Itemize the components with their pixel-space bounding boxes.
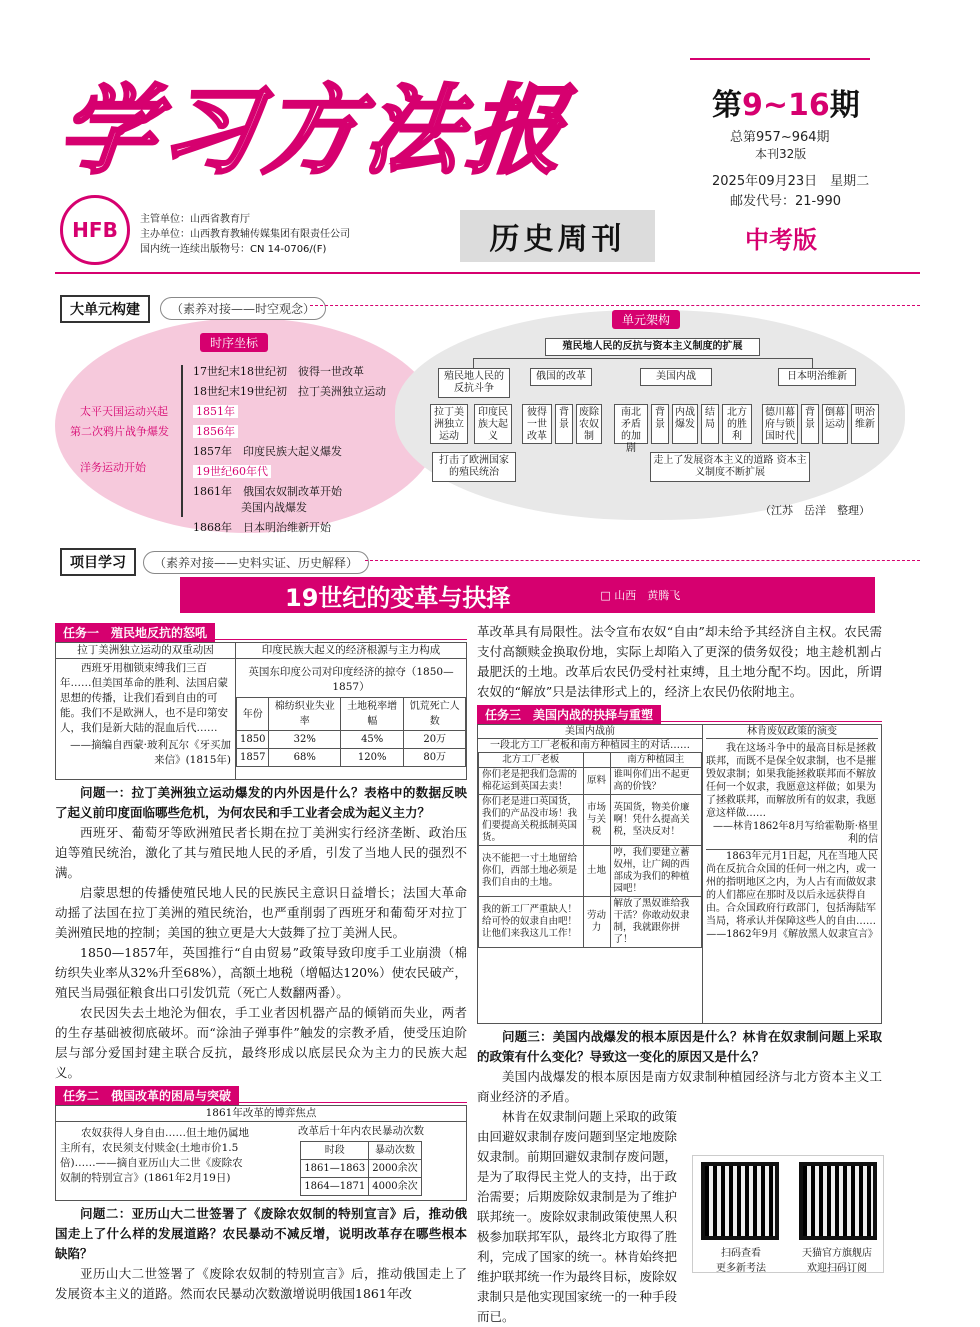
page-count: 本刊32版 <box>755 147 807 161</box>
note-taiping: 太平天国运动兴起 <box>80 405 168 418</box>
answer-1c: 1850—1857年，英国推行“自由贸易”政策导致印度手工业崩溃（棉纺织失业率从32%升至68%），高额土地税（增幅达120%）使农民破产，殖民当局强征粮食出口引发饥荒（死亡人数翻两番）。 <box>55 945 467 1000</box>
leaf: 北方的胜利 <box>722 404 752 444</box>
section-tag-project: 项目学习 <box>60 548 136 576</box>
arch-leaves <box>430 404 890 454</box>
qr-panel <box>692 1155 884 1273</box>
header-rule <box>55 272 920 274</box>
question-1: 问题一：拉丁美洲独立运动爆发的内外因是什么？表格中的数据反映了起义前印度面临哪些危机，为何农民和手工业者会成为起义主力？ <box>55 785 467 820</box>
question-2: 问题二：亚历山大二世签署了《废除农奴制的特别宣言》后，推动俄国走上了什么样的发展道路？农民暴动不减反增，说明改革存在哪些根本缺陷？ <box>55 1206 467 1261</box>
leaf: 背景 <box>555 404 573 444</box>
question-3: 问题三：美国内战爆发的根本原因是什么？林肯在奴隶制问题上采取的政策有什么变化？导致这一变化的原因又是什么？ <box>477 1029 882 1064</box>
leaf: 背景 <box>651 404 669 444</box>
publisher-logo: HFB <box>60 195 130 265</box>
masthead-title: 学习方法报 <box>53 75 576 187</box>
weekly-title: 历史周刊 <box>460 210 655 262</box>
answer-2-cont: 革改革具有局限性。法令宣布农奴“自由”却未给予其经济自主权。农民需支付高额赎金换取份地，实际上却陷入了更深的债务奴役；地主趁机割占最肥沃的土地。改革后农民仍受村社束缚，且土地分配不均。因此，所谓农奴的“解放”只是法律形式上的，经济上农民仍依附地主。 <box>477 624 882 699</box>
article-title: 19世纪的变革与抉择 <box>285 583 511 612</box>
task1-material: 拉丁美洲独立运动的双重动因 西班牙用枷锁束缚我们三百年……但美国革命的胜利、法国启蒙思想的传播，让我们看到自由的可能。我们不是欧洲人，也不是印第安人，我们是新大陆的混血后代…… ——摘编自西蒙·玻利瓦尔《牙买加来信》(1815年) 印度民族大起义的经济根源与主力构成 英国东印度公司对印度经济的掠夺（1850—1857） 年份 棉纺织业失业率 土地税率增幅 饥荒死亡人数 1850 32% 45% 20万 1857 68% 120% 80万 <box>55 642 467 780</box>
section-sub-unit: （素养对接——时空观念） <box>160 297 326 320</box>
leaf: 南北矛盾的加剧 <box>614 404 648 444</box>
leaf: 内战爆发 <box>672 404 698 444</box>
task3-material: 美国内战前 一段北方工厂老板和南方种植园主的对话…… 北方工厂老板 南方种植园主 你们老是把我们急需的棉花运到英国去卖！ 原料 谁叫你们出不起更高的价钱？ 你们老是进口英国货，我们的产品没市场！我们要提高关税抵制英国货。 市场与关税 英国货，物美价廉啊！凭什么提高关税，坚决反对！ 决不能把一寸土地留给你们，西部土地必须是我们自由的土地。 土地 哼，我们要建立蓄奴州，让广阔的西部成为我们的种植园吧！ 我的新工厂严重缺人！给可怜的奴隶自由吧！让他们来我这儿工作！ 劳动力 解放了黑奴谁给我干活？你敢动奴隶制，我就跟你拼了！ 林肯废奴政策的演变 我在这场斗争中的最高目标是拯救联邦，而既不是保全奴隶制，也不是摧毁奴隶制；如果我能拯救联邦而不解放任何一个奴隶，我愿意这样做；如果为了拯救联邦，而解放所有的奴隶，我愿意这样做…… ——林肯1862年8月写给霍勒斯·格里利的信 1863年元月1日起，凡在当地人民尚在反抗合众国的任何一州之内，或一州的指明地区之内，为人占有而做奴隶的人们都应在那时及以后永远获得自由。合众国政府行政部门，包括海陆军当局，将承认并保障这些人的自由…… ——1862年9月《解放黑人奴隶宣言》 <box>477 724 882 1024</box>
article-banner <box>180 577 875 613</box>
article-author: □ 山西 黄腾飞 <box>600 589 681 602</box>
task3-label: 任务三 美国内战的抉择与重塑 <box>477 705 661 724</box>
answer-1d: 农民因失去土地沦为佃农，手工业者因机器产品的倾销而失业，两者的生存基础被彻底破坏。而“涂油子弹事件”触发的宗教矛盾，使受压迫阶层与部分爱国封建主联合反抗，最终形成以底层民众为主力的民族大起义。 <box>55 1005 467 1080</box>
answer-2: 亚历山大二世签署了《废除农奴制的特别宣言》后，推动俄国走上了发展资本主义的道路。然而农民暴动次数激增说明俄国1861年改 <box>55 1266 467 1301</box>
branch-russia: 俄国的改革 <box>530 368 592 386</box>
arch-connector <box>473 358 813 368</box>
unit-credit: （江苏 岳洋 整理） <box>760 504 870 517</box>
answer-3a: 美国内战爆发的根本原因是南方奴隶制种植园经济与北方资本主义工商业经济的矛盾。 <box>477 1069 882 1104</box>
task2-material: 1861年改革的博弈焦点 农奴获得人身自由……但土地仍属地主所有，农民须支付赎金(土地市价1.5倍)……——摘自亚历山大二世《废除农奴制的特别宣言》(1861年2月19日) 改革后十年内农民暴动次数 时段 暴动次数 1861—1863 2000余次 1864—1871 4000余次 <box>55 1105 467 1201</box>
issue-date: 2025年09月23日 星期二 <box>712 174 870 189</box>
task2-label: 任务二 俄国改革的困局与突破 <box>55 1086 239 1105</box>
leaf: 德川幕府与锁国时代 <box>762 404 798 444</box>
leaf: 印度民族大起义 <box>474 404 512 444</box>
note-westernization: 洋务运动开始 <box>80 461 146 474</box>
issue-rule <box>690 58 870 60</box>
leaf: 背景 <box>801 404 819 444</box>
qr-code-left[interactable] <box>701 1162 779 1240</box>
edition-label: 中考版 <box>745 226 817 254</box>
branch-usa: 美国内战 <box>640 368 712 386</box>
leaf: 倒幕运动 <box>822 404 848 444</box>
branch-japan: 日本明治维新 <box>778 368 856 386</box>
section-rule <box>310 305 920 306</box>
answer-1b: 启蒙思想的传播使殖民地人民的民族民主意识日益增长；法国大革命动摇了法国在拉丁美洲的殖民统治，也严重削弱了西班牙和葡萄牙对拉丁美洲殖民地的控制；美国的独立更是大大鼓舞了拉丁美洲人民。 <box>55 885 467 940</box>
timeline-axis <box>181 365 183 517</box>
section-sub-project: （素养对接——史料实证、历史解释） <box>143 551 369 574</box>
arch-root: 殖民地人民的反抗与资本主义制度的扩展 <box>545 338 760 356</box>
leaf: 彼得一世改革 <box>522 404 552 444</box>
leaf: 拉丁美洲独立运动 <box>430 404 468 444</box>
total-issue: 总第957~964期 <box>730 130 830 145</box>
issue-number: 第9~16期 <box>712 88 860 123</box>
task3-header <box>477 704 882 722</box>
answer-1a: 西班牙、葡萄牙等欧洲殖民者长期在拉丁美洲实行经济垄断、政治压迫等殖民统治，激化了其与殖民地人民的矛盾，引发了当地人民的强烈不满。 <box>55 825 467 880</box>
architecture-title: 单元架构 <box>612 310 680 329</box>
task1-label: 任务一 殖民地反抗的怒吼 <box>55 623 215 642</box>
qr-caption-right: 天猫官方旗舰店 欢迎扫码订阅 <box>802 1248 872 1274</box>
qr-caption-left: 扫码查看 更多新考法 <box>716 1248 766 1274</box>
riot-table: 时段 暴动次数 1861—1863 2000余次 1864—1871 4000余次 <box>300 1141 421 1196</box>
leaf: 废除农奴制 <box>576 404 602 444</box>
dialogue-table: 北方工厂老板 南方种植园主 你们老是把我们急需的棉花运到英国去卖！ 原料 谁叫你们出不起更高的价钱？ 你们老是进口英国货，我们的产品没市场！我们要提高关税抵制英国货。 市场与关税 英国货，物美价廉啊！凭什么提高关税，坚决反对！ 决不能把一寸土地留给你们，西部土地必须是我们自由的土地。 土地 哼，我们要建立蓄奴州，让广阔的西部成为我们的种植园吧！ 我的新工厂严重缺人！给可怜的奴隶自由吧！让他们来我这儿工作！ 劳动力 解放了黑奴谁给我干活？你敢动奴隶制，我就跟你拼了！ <box>478 752 702 948</box>
section-rule <box>365 560 920 561</box>
postal-code: 邮发代号：21-990 <box>730 194 842 209</box>
leaf: 明治维新 <box>851 404 879 444</box>
arch-bottom-right: 走上了发展资本主义的道路 资本主义制度不断扩展 <box>650 452 810 482</box>
note-opium-war: 第二次鸦片战争爆发 <box>70 425 169 438</box>
task2-header <box>55 1085 467 1103</box>
india-table: 年份 棉纺织业失业率 土地税率增幅 饥荒死亡人数 1850 32% 45% 20万 1857 68% 120% 80万 <box>236 697 466 767</box>
arch-bottom-left: 打击了欧洲国家的殖民统治 <box>432 452 516 482</box>
branch-colonial: 殖民地人民的反抗斗争 <box>438 368 510 398</box>
task1-header <box>55 622 467 640</box>
timeline-list: 17世纪末18世纪初 彼得一世改革 18世纪末19世纪初 拉丁美洲独立运动 1851年 1856年 1857年 印度民族大起义爆发 19世纪60年代 1861年 俄国农奴制改革开始 美国内战爆发 1868年 日本明治维新开始 <box>193 365 386 534</box>
answer-3b: 林肯在奴隶制问题上采取的政策由回避奴隶制存废问题到坚定地废除奴隶制。前期回避奴隶制存废问题，是为了取得民主党人的支持，出于政治需要；后期废除奴隶制是为了维护联邦统一。废除奴隶制政策使黑人积极参加联邦军队，最终北方取得了胜利，完成了国家的统一。林肯始终把维护联邦统一作为最终目标，废除奴隶制只是他实现国家统一的一种手段而已。 <box>477 1109 678 1324</box>
timeline-title: 时序坐标 <box>200 333 268 352</box>
qr-code-right[interactable] <box>799 1162 877 1240</box>
section-tag-unit: 大单元构建 <box>60 295 150 323</box>
leaf: 结局 <box>701 404 719 444</box>
left-column <box>55 622 467 1304</box>
publisher-info: 主管单位：山西省教育厅 主办单位：山西教育教辅传媒集团有限责任公司 国内统一连续出版物号：CN 14-0706/(F) <box>140 214 350 255</box>
